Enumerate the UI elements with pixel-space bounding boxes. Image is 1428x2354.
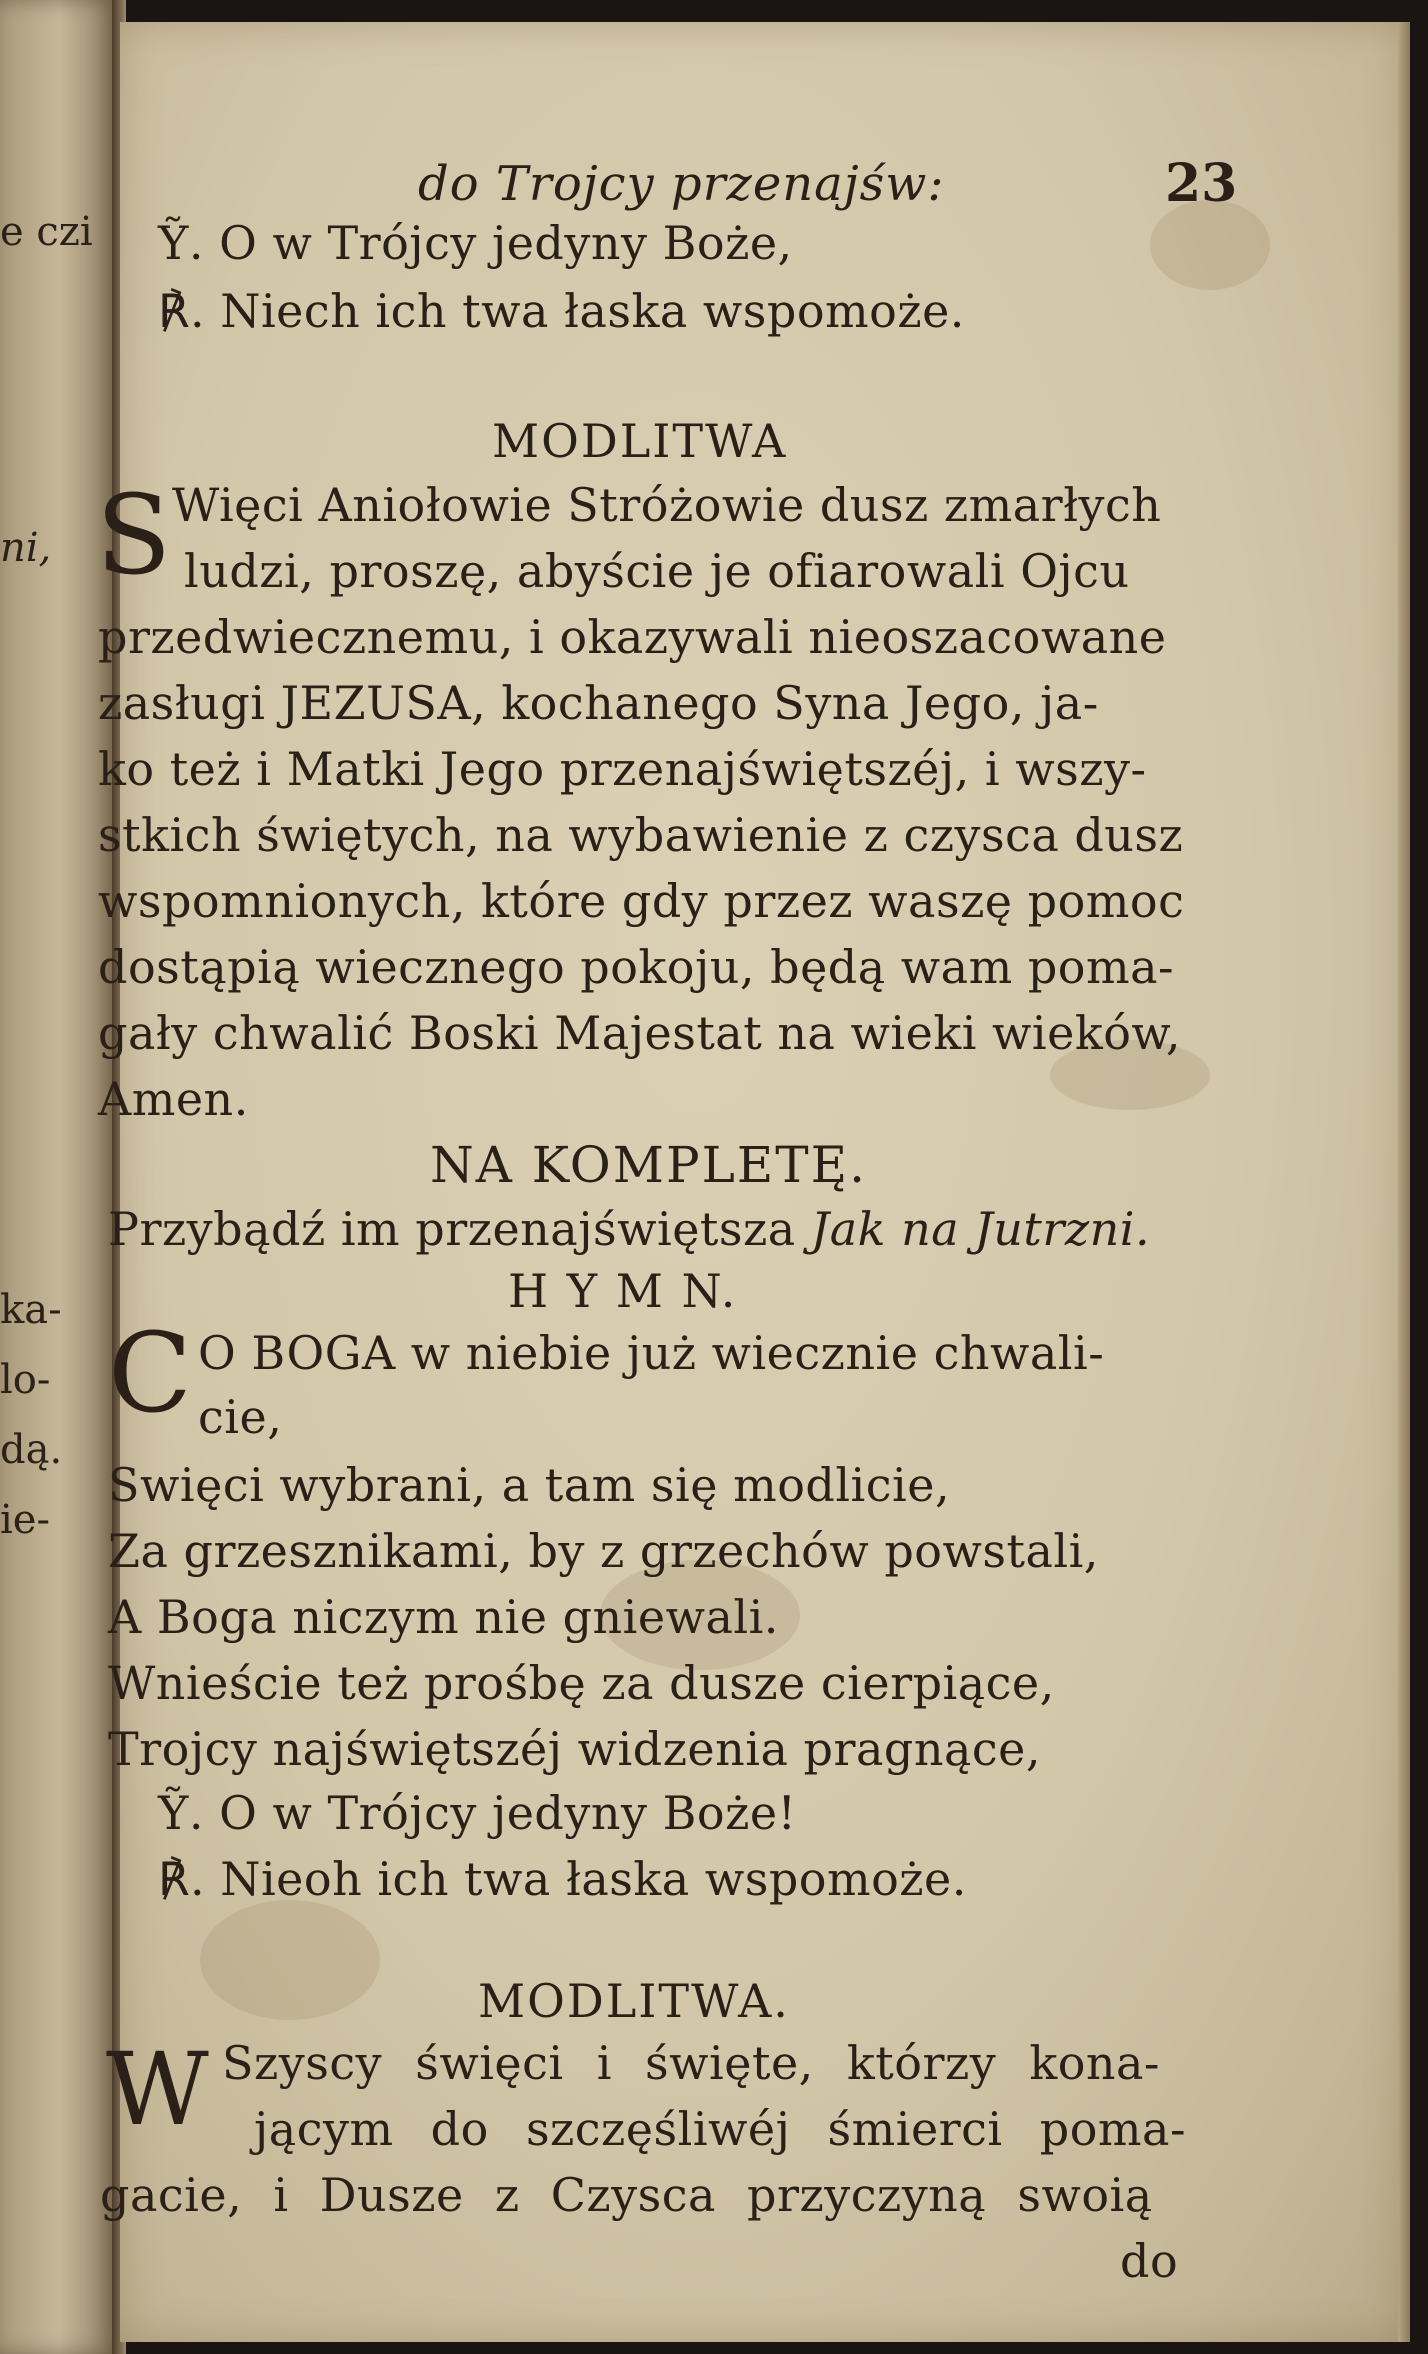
hymn-line: O BOGA w niebie już wiecznie chwali- — [198, 1326, 1105, 1380]
hymn-line: Za grzesznikami, by z grzechów powstali, — [108, 1524, 1099, 1578]
prayer-line: gały chwalić Boski Majestat na wieki wieków, — [98, 1006, 1181, 1060]
response-line: ℟. Nieoh ich twa łaska wspomoże. — [158, 1852, 967, 1906]
prayer-line: ko też i Matki Jego przenajświętszéj, i wszy- — [98, 742, 1147, 796]
hymn-line: Swięci wybrani, a tam się modlicie, — [108, 1458, 951, 1512]
versicle-line: Ỹ. O w Trójcy jedyny Boże! — [158, 1786, 797, 1840]
paper-stain — [200, 1900, 380, 2020]
facing-page-fragment: e czi — [0, 209, 93, 255]
rubric-reference: Jak na Jutrzni. — [810, 1202, 1151, 1256]
hymn-line: Wnieście też prośbę za dusze cierpiące, — [108, 1656, 1055, 1710]
catchword: do — [1120, 2234, 1179, 2288]
prayer-line: wspomnionych, które gdy przez waszę pomoc — [98, 874, 1185, 928]
prayer-line: Amen. — [98, 1072, 249, 1126]
hymn-line: A Boga niczym nie gniewali. — [108, 1590, 779, 1644]
prayer-line: jącym do szczęśliwéj śmierci poma- — [254, 2102, 1186, 2156]
rubric-line — [108, 1202, 1151, 1256]
prayer-line: przedwiecznemu, i okazywali nieoszacowane — [98, 610, 1167, 664]
hymn-line: Trojcy najświętszéj widzenia pragnące, — [108, 1722, 1042, 1776]
rubric-text: Przybądź im przenajświętsza — [108, 1202, 811, 1256]
drop-cap-initial: C — [108, 1309, 193, 1437]
prayer-line: stkich świętych, na wybawienie z czysca dusz — [98, 808, 1184, 862]
facing-page-fragment: ni, — [0, 525, 52, 571]
facing-page — [0, 0, 118, 2354]
prayer-heading: MODLITWA — [492, 414, 788, 468]
prayer-line: dostąpią wiecznego pokoju, będą wam poma- — [98, 940, 1175, 994]
prayer-line: Szyscy święci i święte, którzy kona- — [222, 2036, 1160, 2090]
prayer-heading: MODLITWA. — [478, 1974, 790, 2028]
response-line: ℟. Niech ich twa łaska wspomoże. — [158, 284, 965, 338]
facing-page-fragment: dą. — [0, 1427, 63, 1473]
versicle-line: Ỹ. O w Trójcy jedyny Boże, — [158, 216, 793, 270]
hymn-heading: H Y M N. — [508, 1264, 738, 1318]
prayer-line: zasługi JEZUSA, kochanego Syna Jego, ja- — [98, 676, 1099, 730]
section-heading: NA KOMPLETĘ. — [430, 1136, 868, 1194]
facing-page-fragment: ka- — [0, 1287, 62, 1333]
hymn-line: cie, — [198, 1390, 283, 1444]
facing-page-fragment: ie- — [0, 1497, 50, 1543]
prayer-line: gacie, i Dusze z Czysca przyczyną swoią — [100, 2168, 1153, 2222]
page-edge — [1398, 22, 1410, 2342]
page-number: 23 — [1165, 153, 1238, 214]
facing-page-fragment: lo- — [0, 1357, 51, 1403]
running-title: do Trojcy przenajśw: — [418, 156, 945, 212]
prayer-line: ludzi, proszę, abyście je ofiarowali Ojcu — [184, 544, 1130, 598]
drop-cap-initial: W — [106, 2031, 209, 2148]
prayer-line: Więci Aniołowie Stróżowie dusz zmarłych — [172, 478, 1162, 532]
drop-cap-initial: S — [96, 471, 172, 599]
